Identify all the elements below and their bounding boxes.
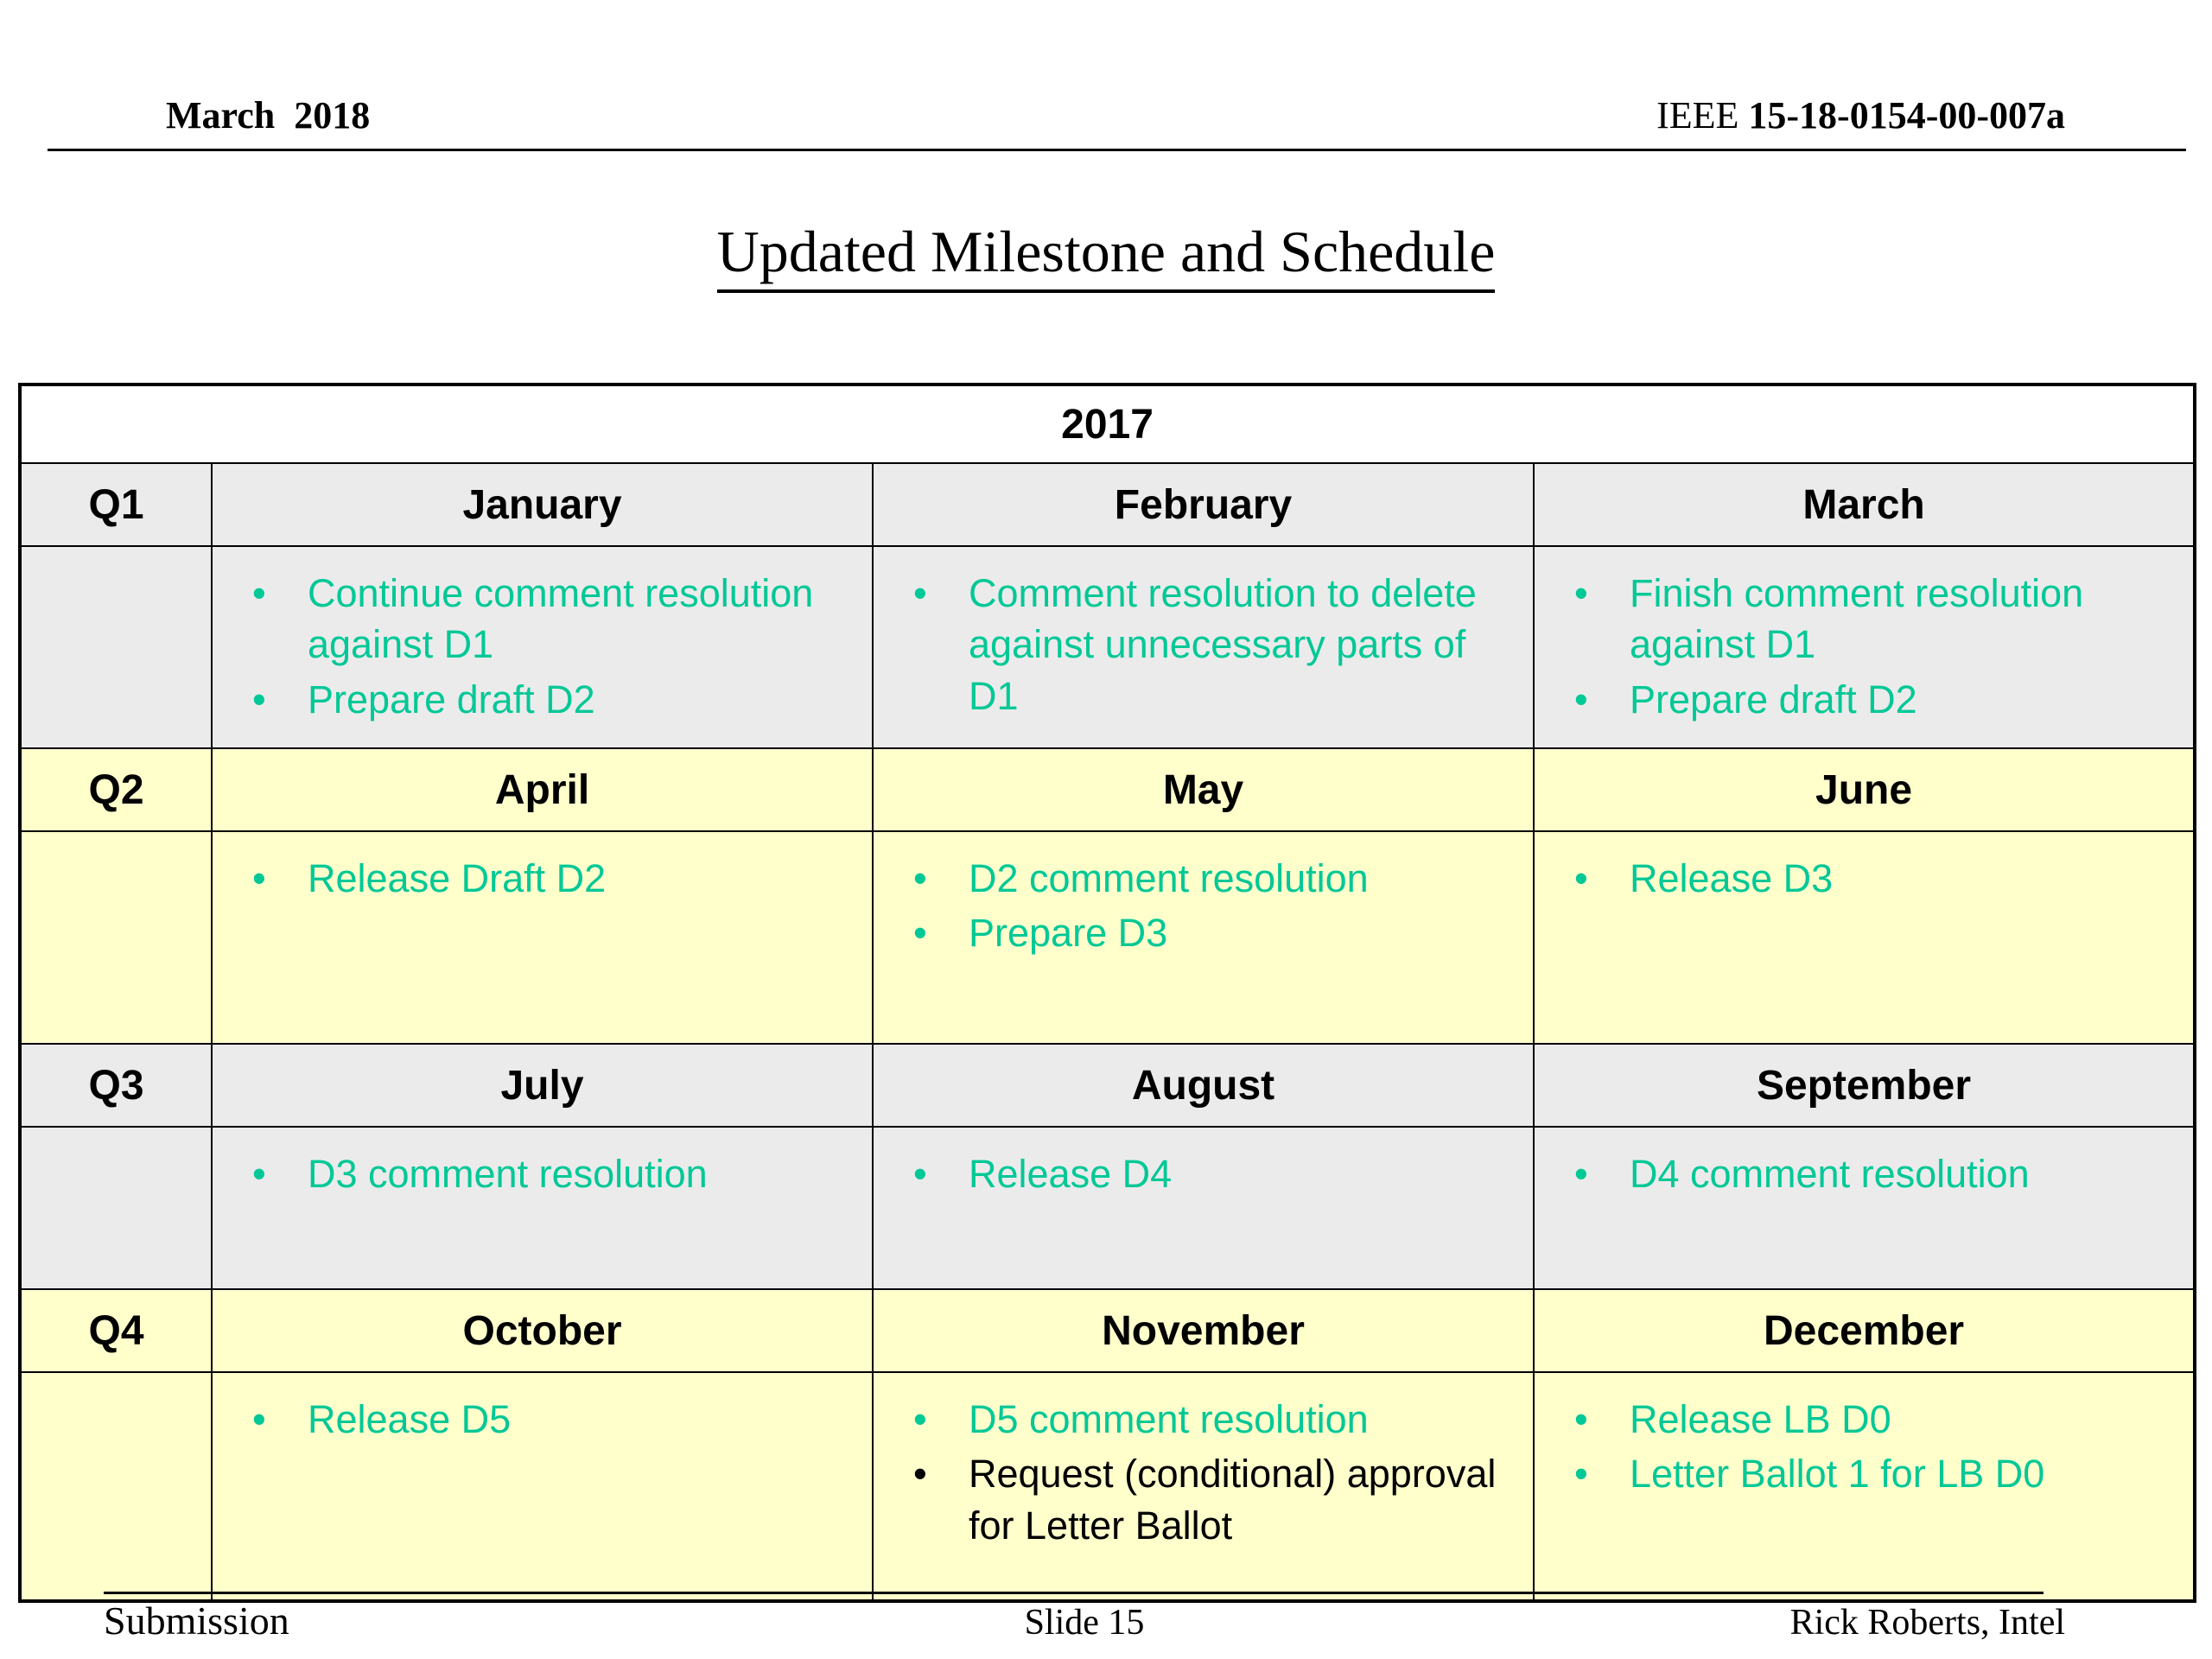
slide-footer [0,1592,2212,1643]
month-cell-september [1534,1127,2195,1289]
footer-slide-number: Slide 15 [1024,1603,1145,1643]
schedule-table [18,383,2196,1603]
month-header-december: December [1534,1289,2195,1372]
milestone-list [228,568,856,725]
header-date: March 2018 [166,94,371,137]
milestone-item: • D5 comment resolution [889,1394,1517,1445]
milestone-list [228,1148,856,1199]
header-doc-prefix: IEEE [1656,94,1749,137]
month-cell-november [873,1372,1534,1601]
milestone-list [1550,1394,2177,1500]
quarter-header-row-q3 [20,1044,2195,1127]
month-cell-march [1534,546,2195,748]
month-cell-february [873,546,1534,748]
month-header-january: January [212,463,873,546]
month-header-august: August [873,1044,1534,1127]
month-header-june: June [1534,748,2195,831]
quarter-spacer-q2 [20,831,212,1044]
milestone-item: • Prepare draft D2 [228,674,856,725]
milestone-item: • Release D5 [228,1394,856,1445]
quarter-content-row-q3 [20,1127,2195,1289]
month-header-september: September [1534,1044,2195,1127]
page-title: Updated Milestone and Schedule [0,218,2212,286]
milestone-list [889,568,1517,721]
quarter-spacer-q3 [20,1127,212,1289]
quarter-header-row-q4 [20,1289,2195,1372]
month-cell-december [1534,1372,2195,1601]
quarter-spacer-q1 [20,546,212,748]
milestone-item: • D4 comment resolution [1550,1148,2177,1199]
milestone-item: • Letter Ballot 1 for LB D0 [1550,1448,2177,1499]
milestone-list [1550,1148,2177,1199]
month-header-may: May [873,748,1534,831]
month-header-november: November [873,1289,1534,1372]
month-cell-august [873,1127,1534,1289]
milestone-list [889,1394,1517,1551]
month-header-february: February [873,463,1534,546]
month-cell-january [212,546,873,748]
milestone-item: • Comment resolution to delete against unnecessary parts of D1 [889,568,1517,721]
milestone-list [889,853,1517,959]
milestone-item: • Continue comment resolution against D1 [228,568,856,671]
milestone-item: • D3 comment resolution [228,1148,856,1199]
slide-header [0,93,2212,137]
month-header-march: March [1534,463,2195,546]
footer-divider [104,1592,2044,1594]
header-doc-number: 15-18-0154-00-007a [1748,94,2065,137]
quarter-header-row-q2 [20,748,2195,831]
milestone-item: • D2 comment resolution [889,853,1517,904]
milestone-list [1550,853,2177,904]
milestone-item: • Finish comment resolution against D1 [1550,568,2177,671]
milestone-item: • Request (conditional) approval for Letter Ballot [889,1448,1517,1551]
quarter-label-q1: Q1 [20,463,212,546]
quarter-spacer-q4 [20,1372,212,1601]
milestone-item: • Release Draft D2 [228,853,856,904]
quarter-content-row-q4 [20,1372,2195,1601]
month-header-october: October [212,1289,873,1372]
quarter-label-q3: Q3 [20,1044,212,1127]
quarter-content-row-q2 [20,831,2195,1044]
quarter-label-q4: Q4 [20,1289,212,1372]
milestone-item: • Prepare D3 [889,907,1517,958]
milestone-item: • Release D3 [1550,853,2177,904]
month-header-july: July [212,1044,873,1127]
header-doc-id [1656,93,2065,137]
milestone-list [889,1148,1517,1199]
quarter-label-q2: Q2 [20,748,212,831]
year-header: 2017 [20,385,2195,463]
month-cell-may [873,831,1534,1044]
month-cell-july [212,1127,873,1289]
quarter-header-row-q1 [20,463,2195,546]
month-cell-october [212,1372,873,1601]
milestone-item: • Release LB D0 [1550,1394,2177,1445]
header-divider [48,149,2186,151]
month-header-april: April [212,748,873,831]
milestone-list [228,1394,856,1445]
year-row [20,385,2195,463]
milestone-item: • Release D4 [889,1148,1517,1199]
milestone-list [228,853,856,904]
milestone-item: • Prepare draft D2 [1550,674,2177,725]
quarter-content-row-q1 [20,546,2195,748]
month-cell-april [212,831,873,1044]
milestone-list [1550,568,2177,725]
month-cell-june [1534,831,2195,1044]
footer-row [0,1598,2212,1643]
footer-submission: Submission [104,1599,289,1643]
footer-author: Rick Roberts, Intel [1789,1603,2066,1643]
